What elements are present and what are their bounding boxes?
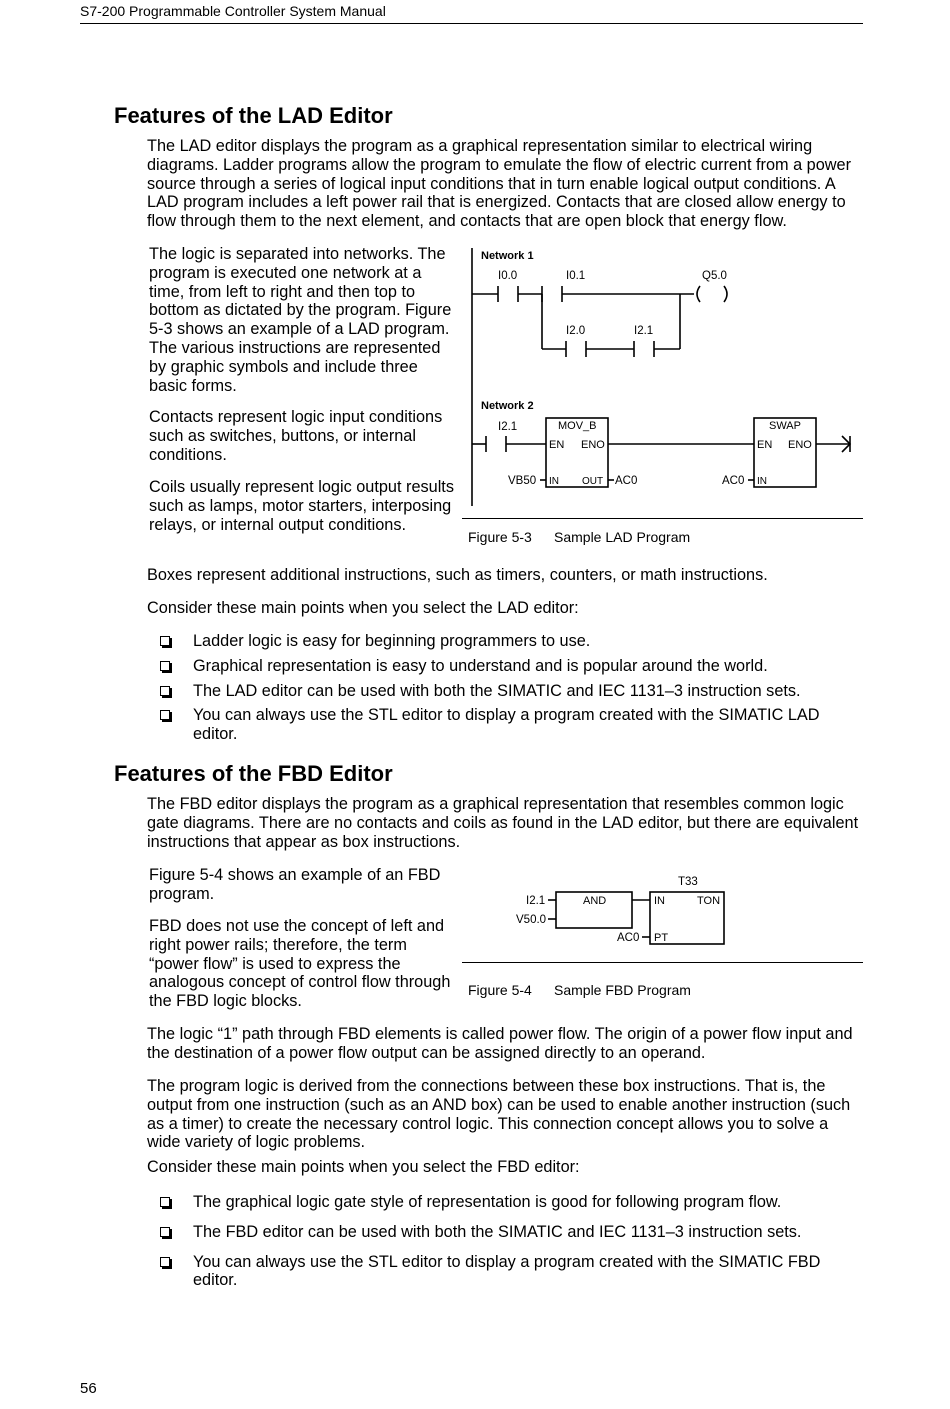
box-pin: OUT [582, 476, 604, 487]
figure-rule [462, 962, 863, 963]
operand-label: I2.1 [526, 895, 546, 907]
list-item: The FBD editor can be used with both the SIMATIC and IEC 1131–3 instruction sets. [160, 1223, 863, 1242]
box-pin: IN [757, 476, 767, 487]
network1-label: Network 1 [481, 250, 534, 262]
lad-coils-paragraph: Coils usually represent logic output results such as lamps, motor starters, interposing relays, or internal output conditions. [149, 478, 454, 534]
fbd-diagram [462, 870, 862, 955]
operand-label: V50.0 [516, 914, 547, 926]
list-item: The LAD editor can be used with both the SIMATIC and IEC 1131–3 instruction sets. [160, 682, 863, 701]
figure-rule [462, 518, 863, 519]
box-pin: IN [654, 895, 665, 907]
checkbox-bullet-icon [160, 1227, 170, 1237]
list-item: Graphical representation is easy to understand and is popular around the world. [160, 657, 863, 676]
list-item: The graphical logic gate style of representation is good for following program flow. [160, 1193, 863, 1212]
box-pin: ENO [788, 439, 812, 451]
figure-title: Sample FBD Program [554, 982, 691, 998]
lad-diagram [462, 244, 862, 510]
box-pin: IN [549, 476, 559, 487]
lad-consider-paragraph: Consider these main points when you select the LAD editor: [147, 599, 579, 617]
coil-label: Q5.0 [702, 270, 727, 282]
contact-label: I0.1 [566, 270, 586, 282]
figure-caption [468, 529, 690, 545]
fbd-points-list [160, 1193, 863, 1290]
list-item: Ladder logic is easy for beginning programmers to use. [160, 632, 863, 651]
lad-networks-paragraph: The logic is separated into networks. The program is executed one network at a time, from left to right and then top to bottom as dictated by the program. Figure 5-3 shows an example of a LAD program. The various instructions are represented by graphic symbols and include three basic forms. [149, 245, 452, 395]
fbd-consider-paragraph: Consider these main points when you select the FBD editor: [147, 1158, 580, 1176]
fbd-power-rail-paragraph: FBD does not use the concept of left and right power rails; therefore, the term “power flow” is used to express the analogous concept of control flow through the FBD logic blocks. [149, 917, 451, 1011]
and-box-name: AND [583, 895, 607, 907]
box-pin: PT [654, 932, 669, 944]
lad-intro-paragraph: The LAD editor displays the program as a graphical representation similar to electrical wiring diagrams. Ladder programs allow the program to emulate the flow of electric current from a power source through a series of logical input conditions that in turn enable logical output conditions. A LAD program includes a left power rail that is energized. Contacts that are closed allow energy to flow through them to the next element, and contacts that are open block that energy flow. [147, 137, 852, 231]
fbd-example-paragraph: Figure 5-4 shows an example of an FBD program. [149, 866, 441, 903]
box-pin: EN [757, 439, 773, 451]
header-rule [80, 23, 863, 24]
fbd-intro-paragraph: The FBD editor displays the program as a graphical representation that resembles common logic gate diagrams. There are no contacts and coils as found in the LAD editor, but there are equivalent instructions that appear as box instructions. [147, 795, 859, 851]
checkbox-bullet-icon [160, 636, 170, 646]
operand-label: VB50 [508, 475, 537, 487]
checkbox-bullet-icon [160, 686, 170, 696]
contact-label: I2.1 [634, 325, 654, 337]
contact-label: I2.1 [498, 421, 518, 433]
checkbox-bullet-icon [160, 710, 170, 720]
timer-label: T33 [678, 876, 698, 888]
operand-label: AC0 [722, 475, 745, 487]
operand-label: AC0 [615, 475, 638, 487]
running-header: S7-200 Programmable Controller System Manual [80, 3, 386, 19]
checkbox-bullet-icon [160, 1257, 170, 1267]
box-pin: ENO [581, 439, 605, 451]
lad-contacts-paragraph: Contacts represent logic input conditions such as switches, buttons, or internal conditions. [149, 408, 443, 464]
checkbox-bullet-icon [160, 1197, 170, 1207]
box-name: MOV_B [558, 420, 597, 432]
network2-label: Network 2 [481, 400, 534, 412]
figure-caption [468, 982, 691, 998]
lad-section-heading: Features of the LAD Editor [114, 103, 393, 128]
contact-label: I0.0 [498, 270, 518, 282]
lad-points-list [160, 632, 863, 744]
logic-paragraph: The program logic is derived from the connections between these box instructions. That is, the output from one instruction (such as an AND box) can be used to enable another instruction (such as a timer) to create the necessary control logic. This connection concept allows you to solve a wide variety of logic problems. [147, 1077, 851, 1152]
box-pin: EN [549, 439, 565, 451]
power-flow-paragraph: The logic “1” path through FBD elements is called power flow. The origin of a power flow input and the destination of a power flow output can be assigned directly to an operand. [147, 1025, 853, 1062]
figure-number: Figure 5-4 [468, 982, 532, 998]
operand-label: AC0 [617, 932, 640, 944]
page-number: 56 [80, 1380, 97, 1397]
figure-title: Sample LAD Program [554, 529, 691, 545]
list-item: You can always use the STL editor to display a program created with the SIMATIC FBD editor. [160, 1253, 863, 1291]
box-name: SWAP [769, 420, 801, 432]
list-item: You can always use the STL editor to display a program created with the SIMATIC LAD editor. [160, 706, 863, 744]
fbd-section-heading: Features of the FBD Editor [114, 761, 393, 786]
boxes-paragraph: Boxes represent additional instructions, such as timers, counters, or math instructions. [147, 566, 768, 584]
timer-box-name: TON [697, 895, 721, 907]
contact-label: I2.0 [566, 325, 586, 337]
figure-number: Figure 5-3 [468, 529, 532, 545]
checkbox-bullet-icon [160, 661, 170, 671]
